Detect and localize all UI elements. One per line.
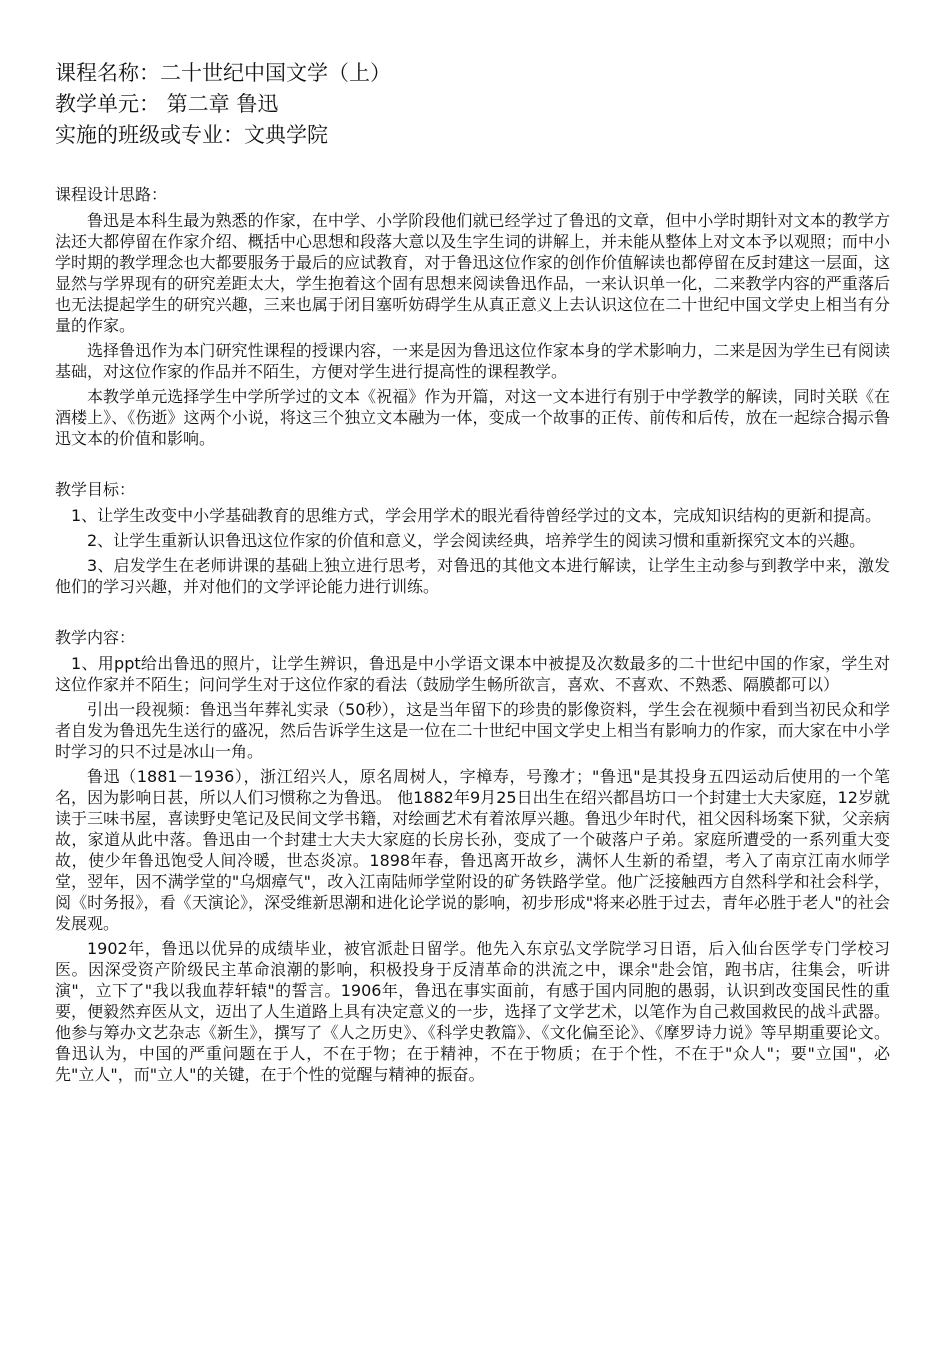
content-paragraph: 1、用ppt给出鲁迅的照片，让学生辨识，鲁迅是中小学语文课本中被提及次数最多的二十世纪中国的作家，学生对这位作家并不陌生；问问学生对于这位作家的看法（鼓励学生畅所欲言，喜欢、不喜欢、不熟悉、隔膜都可以） — [55, 654, 890, 694]
design-paragraph: 本教学单元选择学生中学所学过的文本《祝福》作为开篇，对这一文本进行有别于中学教学的解读，同时关联《在酒楼上》、《伤逝》这两个小说，将这三个独立文本融为一体，变成一个故事的正传、前传和后传，放在一起综合揭示鲁迅文本的价值和影响。 — [55, 387, 890, 448]
teaching-unit: 教学单元： 第二章 鲁迅 — [55, 92, 279, 116]
class-major: 实施的班级或专业：文典学院 — [55, 123, 328, 147]
design-paragraph: 鲁迅是本科生最为熟悉的作家，在中学、小学阶段他们就已经学过了鲁迅的文章，但中小学时期针对文本的教学方法还大都停留在作家介绍、概括中心思想和段落大意以及生字生词的讲解上，并未能从整体上对文本予以观照；而中小学时期的教学理念也大都要服务于最后的应试教育，对于鲁迅这位作家的创作价值解读也都停留在反封建这一层面，这显然与学界现有的研究差距太大，学生抱着这个固有思想来阅读鲁迅作品，一来认识单一化，二来教学内容的严重落后也无法提起学生的研究兴趣，三来也属于闭目塞听妨碍学生从真正意义上去认识这位在二十世纪中国文学史上相当有分量的作家。 — [55, 211, 890, 335]
goal-item: 1、让学生改变中小学基础教育的思维方式，学会用学术的眼光看待曾经学过的文本，完成知识结构的更新和提高。 — [71, 506, 882, 525]
content-paragraph: 引出一段视频：鲁迅当年葬礼实录（50秒），这是当年留下的珍贵的影像资料，学生会在视频中看到当初民众和学者自发为鲁迅先生送行的盛况，然后告诉学生这是一位在二十世纪中国文学史上相当有影响力的作家，而大家在中小学时学习的只不过是冰山一角。 — [55, 700, 890, 761]
content-paragraph: 1902年，鲁迅以优异的成绩毕业，被官派赴日留学。他先入东京弘文学院学习日语，后入仙台医学专门学校习医。因深受资产阶级民主革命浪潮的影响，积极投身于反清革命的洪流之中，课余"赴会馆，跑书店，往集会，听讲演"，立下了"我以我血荐轩辕"的誓言。1906年，鲁迅在事实面前，有感于国内同胞的愚弱，认识到改变国民性的重要，便毅然弃医从文，迈出了人生道路上具有决定意义的一步，选择了文学艺术，以笔作为自己救国救民的战斗武器。他参与筹办文艺杂志《新生》，撰写了《人之历史》、《科学史教篇》、《文化偏至论》、《摩罗诗力说》等早期重要论文。鲁迅认为，中国的严重问题在于人，不在于物；在于精神，不在于物质；在于个性，不在于"众人"；要"立国"，必先"立人"，而"立人"的关键，在于个性的觉醒与精神的振奋。 — [55, 939, 890, 1084]
content-paragraph: 鲁迅（1881－1936），浙江绍兴人，原名周树人，字樟寿，号豫才；"鲁迅"是其投身五四运动后使用的一个笔名，因为影响日甚，所以人们习惯称之为鲁迅。 他1882年9月25日出生在绍兴都昌坊口一个封建士大夫家庭，12岁就读于三味书屋，喜读野史笔记及民间文学书籍，对绘画艺术有着浓厚兴趣。鲁迅少年时代，祖父因科场案下狱，父亲病故，家道从此中落。鲁迅由一个封建士大夫大家庭的长房长孙，变成了一个破落户子弟。家庭所遭受的一系列重大变故，使少年鲁迅饱受人间冷暖，世态炎凉。1898年春，鲁迅离开故乡，满怀人生新的希望，考入了南京江南水师学堂，翌年，因不满学堂的"乌烟瘴气"，改入江南陆师学堂附设的矿务铁路学堂。他广泛接触西方自然科学和社会科学，阅《时务报》，看《天演论》，深受维新思潮和进化论学说的影响，初步形成"将来必胜于过去，青年必胜于老人"的社会发展观。 — [55, 767, 890, 933]
content-title: 教学内容： — [55, 628, 136, 647]
document-page — [55, 58, 890, 1085]
goal-item: 2、让学生重新认识鲁迅这位作家的价值和意义，学会阅读经典，培养学生的阅读习惯和重新探究文本的兴趣。 — [87, 531, 866, 550]
design-title: 课程设计思路： — [55, 185, 168, 204]
goal-item: 3、启发学生在老师讲课的基础上独立进行思考，对鲁迅的其他文本进行解读，让学生主动参与到教学中来，激发他们的学习兴趣，并对他们的文学评论能力进行训练。 — [55, 556, 890, 596]
design-paragraph: 选择鲁迅作为本门研究性课程的授课内容，一来是因为鲁迅这位作家本身的学术影响力，二来是因为学生已有阅读基础，对这位作家的作品并不陌生，方便对学生进行提高性的课程教学。 — [55, 341, 890, 381]
course-name: 课程名称：二十世纪中国文学（上） — [55, 61, 391, 85]
goals-title: 教学目标： — [55, 480, 136, 499]
